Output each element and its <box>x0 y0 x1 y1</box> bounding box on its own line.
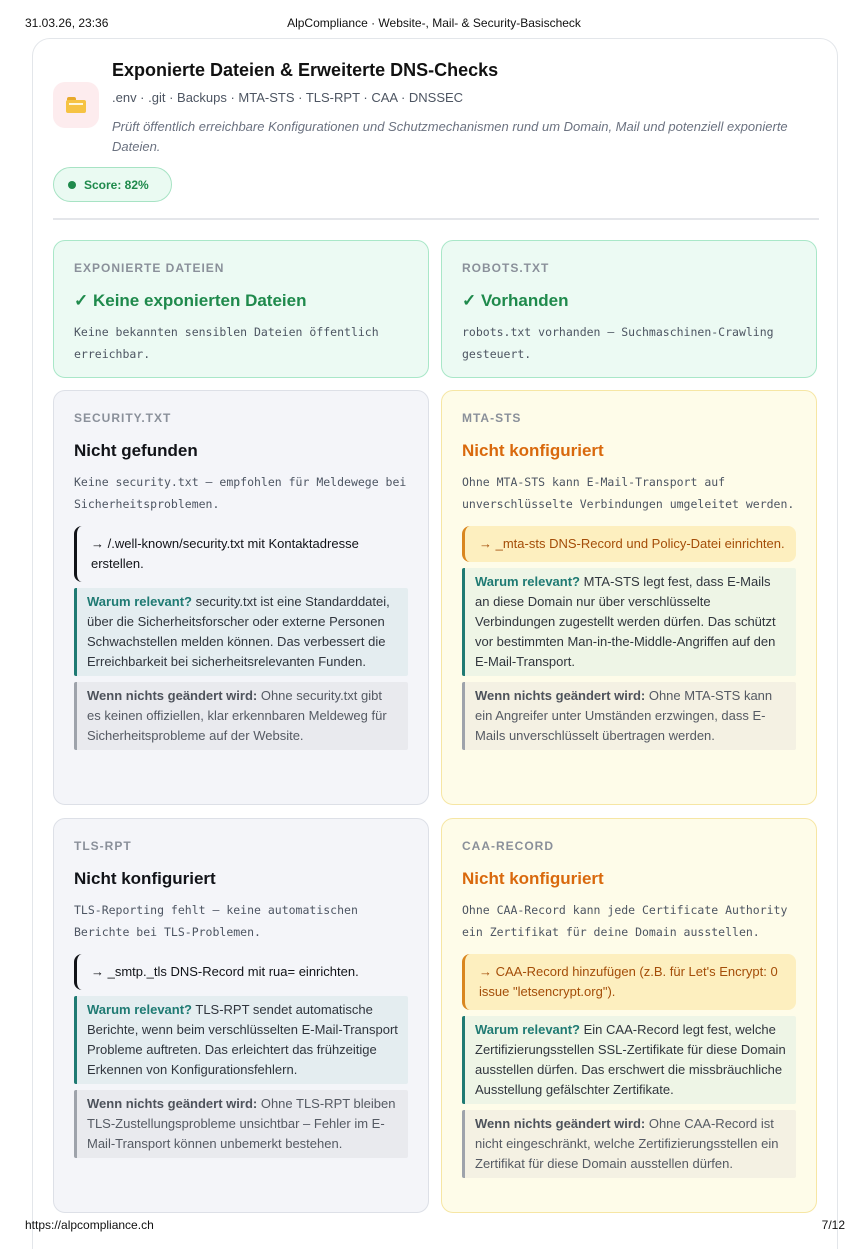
check-card-robots-txt <box>441 240 817 378</box>
check-status: Nicht konfiguriert <box>74 869 216 888</box>
why-relevant-label: Warum relevant? <box>475 574 580 589</box>
check-card-tls-rpt <box>53 818 429 1213</box>
recommended-action: → CAA-Record hinzufügen (z.B. für Let's Encrypt: 0 issue "letsencrypt.org"). <box>462 954 796 1010</box>
section-description: Prüft öffentlich erreichbare Konfigurationen und Schutzmechanismen rund um Domain, Mail und potenziell exponierte Dateien. <box>112 119 788 154</box>
check-label: MTA-STS <box>462 411 522 425</box>
risk-label: Wenn nichts geändert wird: <box>87 688 258 703</box>
why-relevant-label: Warum relevant? <box>475 1022 580 1037</box>
risk-label: Wenn nichts geändert wird: <box>87 1096 258 1111</box>
recommended-action: → _mta-sts DNS-Record und Policy-Datei einrichten. <box>462 526 796 562</box>
section-title: Exponierte Dateien & Erweiterte DNS-Checks <box>112 60 499 80</box>
check-card-security-txt <box>53 390 429 805</box>
check-card-caa-record <box>441 818 817 1213</box>
why-relevant-note <box>74 996 408 1084</box>
check-label: TLS-RPT <box>74 839 132 853</box>
check-label: ROBOTS.TXT <box>462 261 550 275</box>
footer-url[interactable]: https://alpcompliance.ch <box>25 1218 154 1232</box>
why-relevant-note <box>462 568 796 676</box>
print-document-title: AlpCompliance · Website-, Mail- & Security-Basischeck <box>287 16 581 30</box>
check-card-exposed-files <box>53 240 429 378</box>
why-relevant-note <box>462 1016 796 1104</box>
why-relevant-text: Ein CAA-Record legt fest, welche Zertifizierungsstellen SSL-Zertifikate für diese Domain ausstellen dürfen. Das erschwert die missbräuchliche Ausstellung gefälschter Zertifikate. <box>475 1022 786 1097</box>
check-status: Nicht konfiguriert <box>462 441 604 460</box>
check-status: Nicht gefunden <box>74 441 198 460</box>
check-detail: Keine security.txt – empfohlen für Meldewege bei Sicherheitsproblemen. <box>74 475 407 511</box>
risk-note <box>74 682 408 750</box>
check-label: SECURITY.TXT <box>74 411 172 425</box>
recommended-action: → _smtp._tls DNS-Record mit rua= einrichten. <box>74 954 408 990</box>
risk-label: Wenn nichts geändert wird: <box>475 1116 646 1131</box>
why-relevant-text: MTA-STS legt fest, dass E-Mails an diese Domain nur über verschlüsselte Verbindungen zugestellt werden dürfen. Das schützt vor bestimmten Man-in-the-Middle-Angriffen auf den E-Mail-Transport. <box>475 574 776 669</box>
section-divider <box>53 218 819 220</box>
risk-text: Ohne CAA-Record ist nicht eingeschränkt, welche Zertifizierungsstellen ein Zertifikat für diese Domain ausstellen dürfen. <box>475 1116 779 1171</box>
why-relevant-text: security.txt ist eine Standarddatei, über die Sicherheitsforscher oder externe Personen Schwachstellen melden können. Das verbessert die Erreichbarkeit bei sicherheitsrelevanten Funden. <box>87 594 390 669</box>
print-timestamp: 31.03.26, 23:36 <box>25 16 109 30</box>
folder-icon <box>53 82 99 128</box>
why-relevant-note <box>74 588 408 676</box>
risk-text: Ohne MTA-STS kann ein Angreifer unter Umständen erzwingen, dass E-Mails unverschlüsselt übertragen werden. <box>475 688 773 743</box>
risk-label: Wenn nichts geändert wird: <box>475 688 646 703</box>
check-status: ✓ Vorhanden <box>462 291 569 310</box>
risk-text: Ohne security.txt gibt es keinen offiziellen, klar erkennbaren Meldeweg für Sicherheitsprobleme auf der Website. <box>87 688 387 743</box>
score-text: Score: 82% <box>84 177 149 192</box>
why-relevant-label: Warum relevant? <box>87 1002 192 1017</box>
risk-note <box>462 682 796 750</box>
page-number: 7/12 <box>821 1218 845 1232</box>
recommended-action: → /.well-known/security.txt mit Kontaktadresse erstellen. <box>74 526 408 582</box>
check-detail: robots.txt vorhanden – Suchmaschinen-Crawling gesteuert. <box>462 325 774 361</box>
check-detail: Ohne MTA-STS kann E-Mail-Transport auf unverschlüsselte Verbindungen umgeleitet werden. <box>462 475 795 511</box>
status-dot-icon <box>68 181 76 189</box>
print-header <box>0 16 868 32</box>
risk-note <box>74 1090 408 1158</box>
check-label: CAA-RECORD <box>462 839 554 853</box>
check-status: ✓ Keine exponierten Dateien <box>74 291 307 310</box>
why-relevant-label: Warum relevant? <box>87 594 192 609</box>
check-detail: TLS-Reporting fehlt – keine automatischen Berichte bei TLS-Problemen. <box>74 903 358 939</box>
check-label: EXPONIERTE DATEIEN <box>74 261 225 275</box>
risk-text: Ohne TLS-RPT bleiben TLS-Zustellungsprobleme unsichtbar – Fehler im E-Mail-Transport können unbemerkt bestehen. <box>87 1096 396 1151</box>
check-detail: Keine bekannten sensiblen Dateien öffentlich erreichbar. <box>74 325 379 361</box>
check-detail: Ohne CAA-Record kann jede Certificate Authority ein Zertifikat für deine Domain ausstellen. <box>462 903 788 939</box>
why-relevant-text: TLS-RPT sendet automatische Berichte, wenn beim verschlüsselten E-Mail-Transport Probleme auftreten. Das erleichtert das frühzeitige Erkennen von Konfigurationsfehlern. <box>87 1002 398 1077</box>
check-card-mta-sts <box>441 390 817 805</box>
check-status: Nicht konfiguriert <box>462 869 604 888</box>
risk-note <box>462 1110 796 1178</box>
score-badge <box>53 167 172 202</box>
section-tags: .env · .git · Backups · MTA-STS · TLS-RPT · CAA · DNSSEC <box>112 90 464 105</box>
